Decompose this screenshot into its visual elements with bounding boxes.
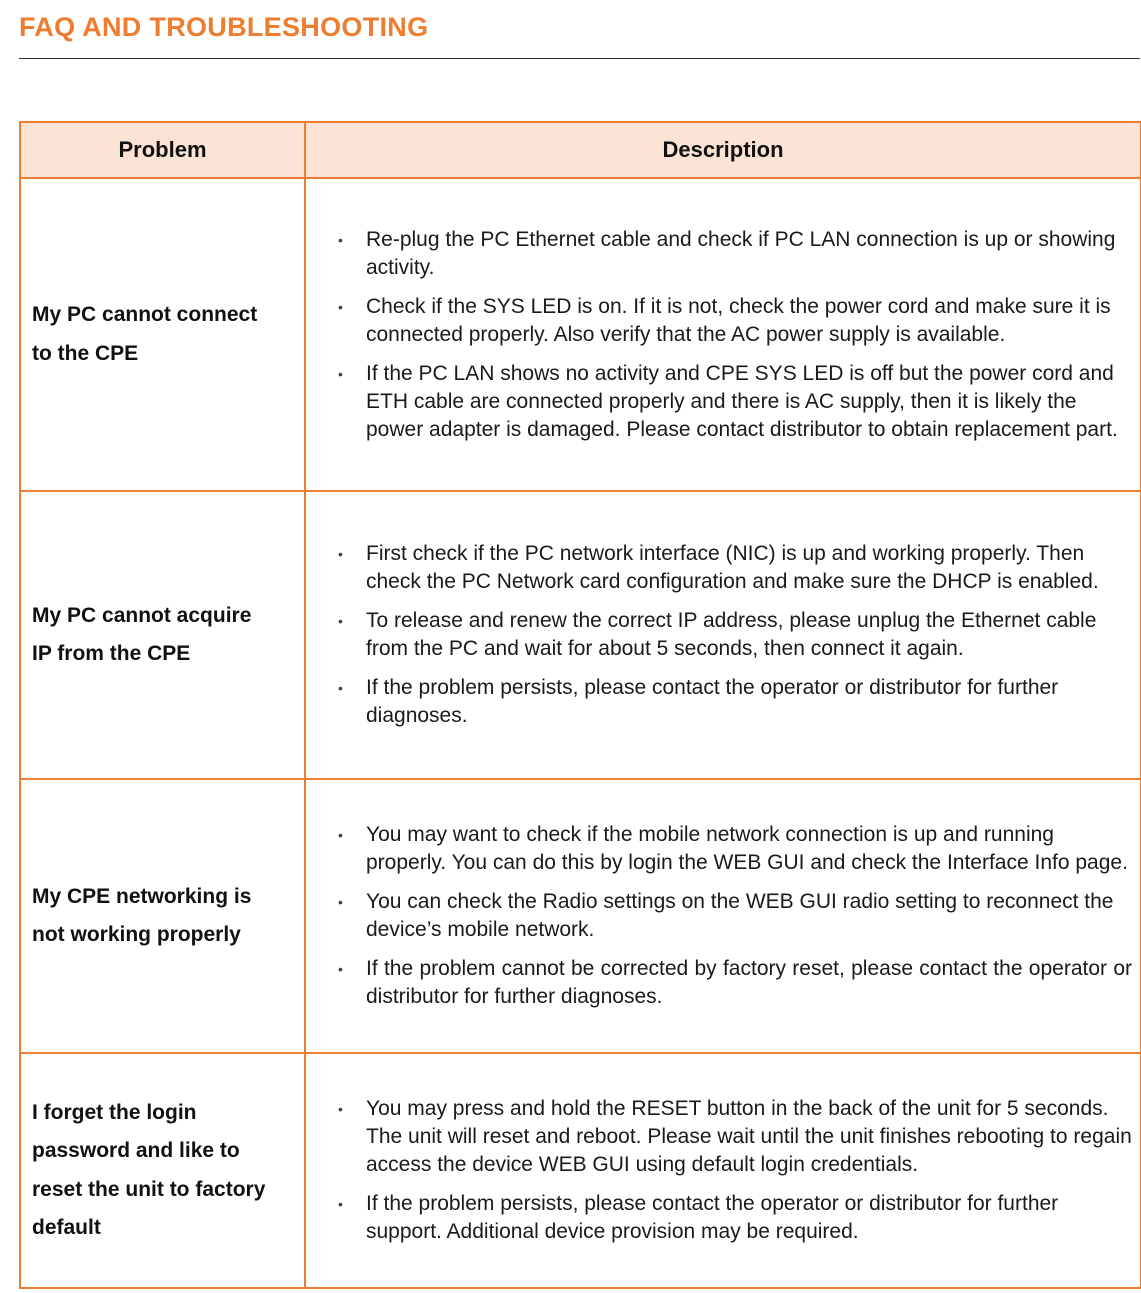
- problem-line: My CPE networking is: [32, 884, 252, 908]
- list-item-text: If the problem cannot be corrected by factory reset, please contact the operator or distributor for further diagnoses.: [366, 957, 1132, 1008]
- problem-cell: [20, 1053, 305, 1288]
- page-title: FAQ AND TROUBLESHOOTING: [19, 12, 429, 42]
- list-item: [336, 540, 1132, 596]
- list-item: [336, 674, 1132, 730]
- table-row: [20, 178, 1141, 491]
- problem-line: reset the unit to factory: [32, 1177, 266, 1201]
- bullet-icon: •: [338, 546, 343, 562]
- bullet-icon: •: [338, 1196, 343, 1212]
- list-item: [336, 1190, 1132, 1246]
- problem-cell: [20, 491, 305, 779]
- table-header-row: [20, 122, 1141, 178]
- bullet-icon: •: [338, 961, 343, 977]
- bullet-icon: •: [338, 1101, 343, 1117]
- table-row: [20, 491, 1141, 779]
- problem-line: default: [32, 1216, 101, 1239]
- problem-cell: [20, 178, 305, 491]
- bullet-icon: •: [338, 827, 343, 843]
- header-description: Description: [305, 122, 1141, 178]
- description-list: [336, 540, 1132, 730]
- list-item-text: If the PC LAN shows no activity and CPE SYS LED is off but the power cord and ETH cable are connected properly and there is AC supply, then it is likely the power adapter is damaged. Please contact distributor to obtain replacement part.: [366, 361, 1118, 441]
- bullet-icon: •: [338, 365, 343, 382]
- problem-line: My PC cannot connect: [32, 303, 258, 326]
- problem-line: I forget the login: [32, 1100, 197, 1124]
- list-item-text: You may press and hold the RESET button in the back of the unit for 5 seconds. The unit will reset and reboot. Please wait until the unit finishes rebooting to regain access the device WEB GUI using default login credentials.: [366, 1097, 1132, 1176]
- faq-table: [19, 121, 1141, 1289]
- description-list: [336, 226, 1132, 444]
- problem-line: password and like to: [32, 1139, 240, 1162]
- table-row: [20, 1053, 1141, 1288]
- description-cell: [305, 491, 1141, 779]
- bullet-icon: •: [338, 613, 343, 629]
- problem-line: not working properly: [32, 923, 241, 946]
- problem-cell: [20, 779, 305, 1053]
- description-list: [336, 1095, 1132, 1246]
- title-divider: [19, 58, 1140, 59]
- problem-line: IP from the CPE: [32, 642, 191, 665]
- bullet-icon: •: [338, 680, 343, 696]
- list-item-text: You may want to check if the mobile network connection is up and running properly. You can do this by login the WEB GUI and check the Interface Info page.: [366, 823, 1128, 874]
- list-item: [336, 1095, 1132, 1179]
- list-item: [336, 226, 1132, 282]
- description-cell: [305, 178, 1141, 491]
- list-item-text: If the problem persists, please contact the operator or distributor for further diagnoses.: [366, 676, 1059, 727]
- bullet-icon: •: [338, 894, 343, 910]
- list-item-text: If the problem persists, please contact the operator or distributor for further support. Additional device provision may be required.: [366, 1192, 1059, 1243]
- description-cell: [305, 779, 1141, 1053]
- bullet-icon: •: [338, 298, 343, 315]
- bullet-icon: •: [338, 231, 343, 248]
- description-list: [336, 821, 1132, 1011]
- list-item-text: Re-plug the PC Ethernet cable and check if PC LAN connection is up or showing activity.: [366, 227, 1116, 279]
- list-item-text: You can check the Radio settings on the WEB GUI radio setting to reconnect the device’s mobile network.: [366, 890, 1114, 941]
- problem-line: to the CPE: [32, 341, 139, 365]
- list-item: [336, 607, 1132, 663]
- table-row: [20, 779, 1141, 1053]
- list-item-text: Check if the SYS LED is on. If it is not, check the power cord and make sure it is connected properly. Also verify that the AC power supply is available.: [366, 294, 1111, 346]
- list-item-text: To release and renew the correct IP address, please unplug the Ethernet cable from the PC and wait for about 5 seconds, then connect it again.: [366, 609, 1097, 660]
- list-item: [336, 360, 1132, 444]
- list-item-text: First check if the PC network interface (NIC) is up and working properly. Then check the PC Network card configuration and make sure the DHCP is enabled.: [366, 542, 1099, 593]
- description-cell: [305, 1053, 1141, 1288]
- list-item: [336, 293, 1132, 349]
- list-item: [336, 821, 1132, 877]
- list-item: [336, 955, 1132, 1011]
- header-problem: Problem: [20, 122, 305, 178]
- problem-line: My PC cannot acquire: [32, 603, 252, 627]
- list-item: [336, 888, 1132, 944]
